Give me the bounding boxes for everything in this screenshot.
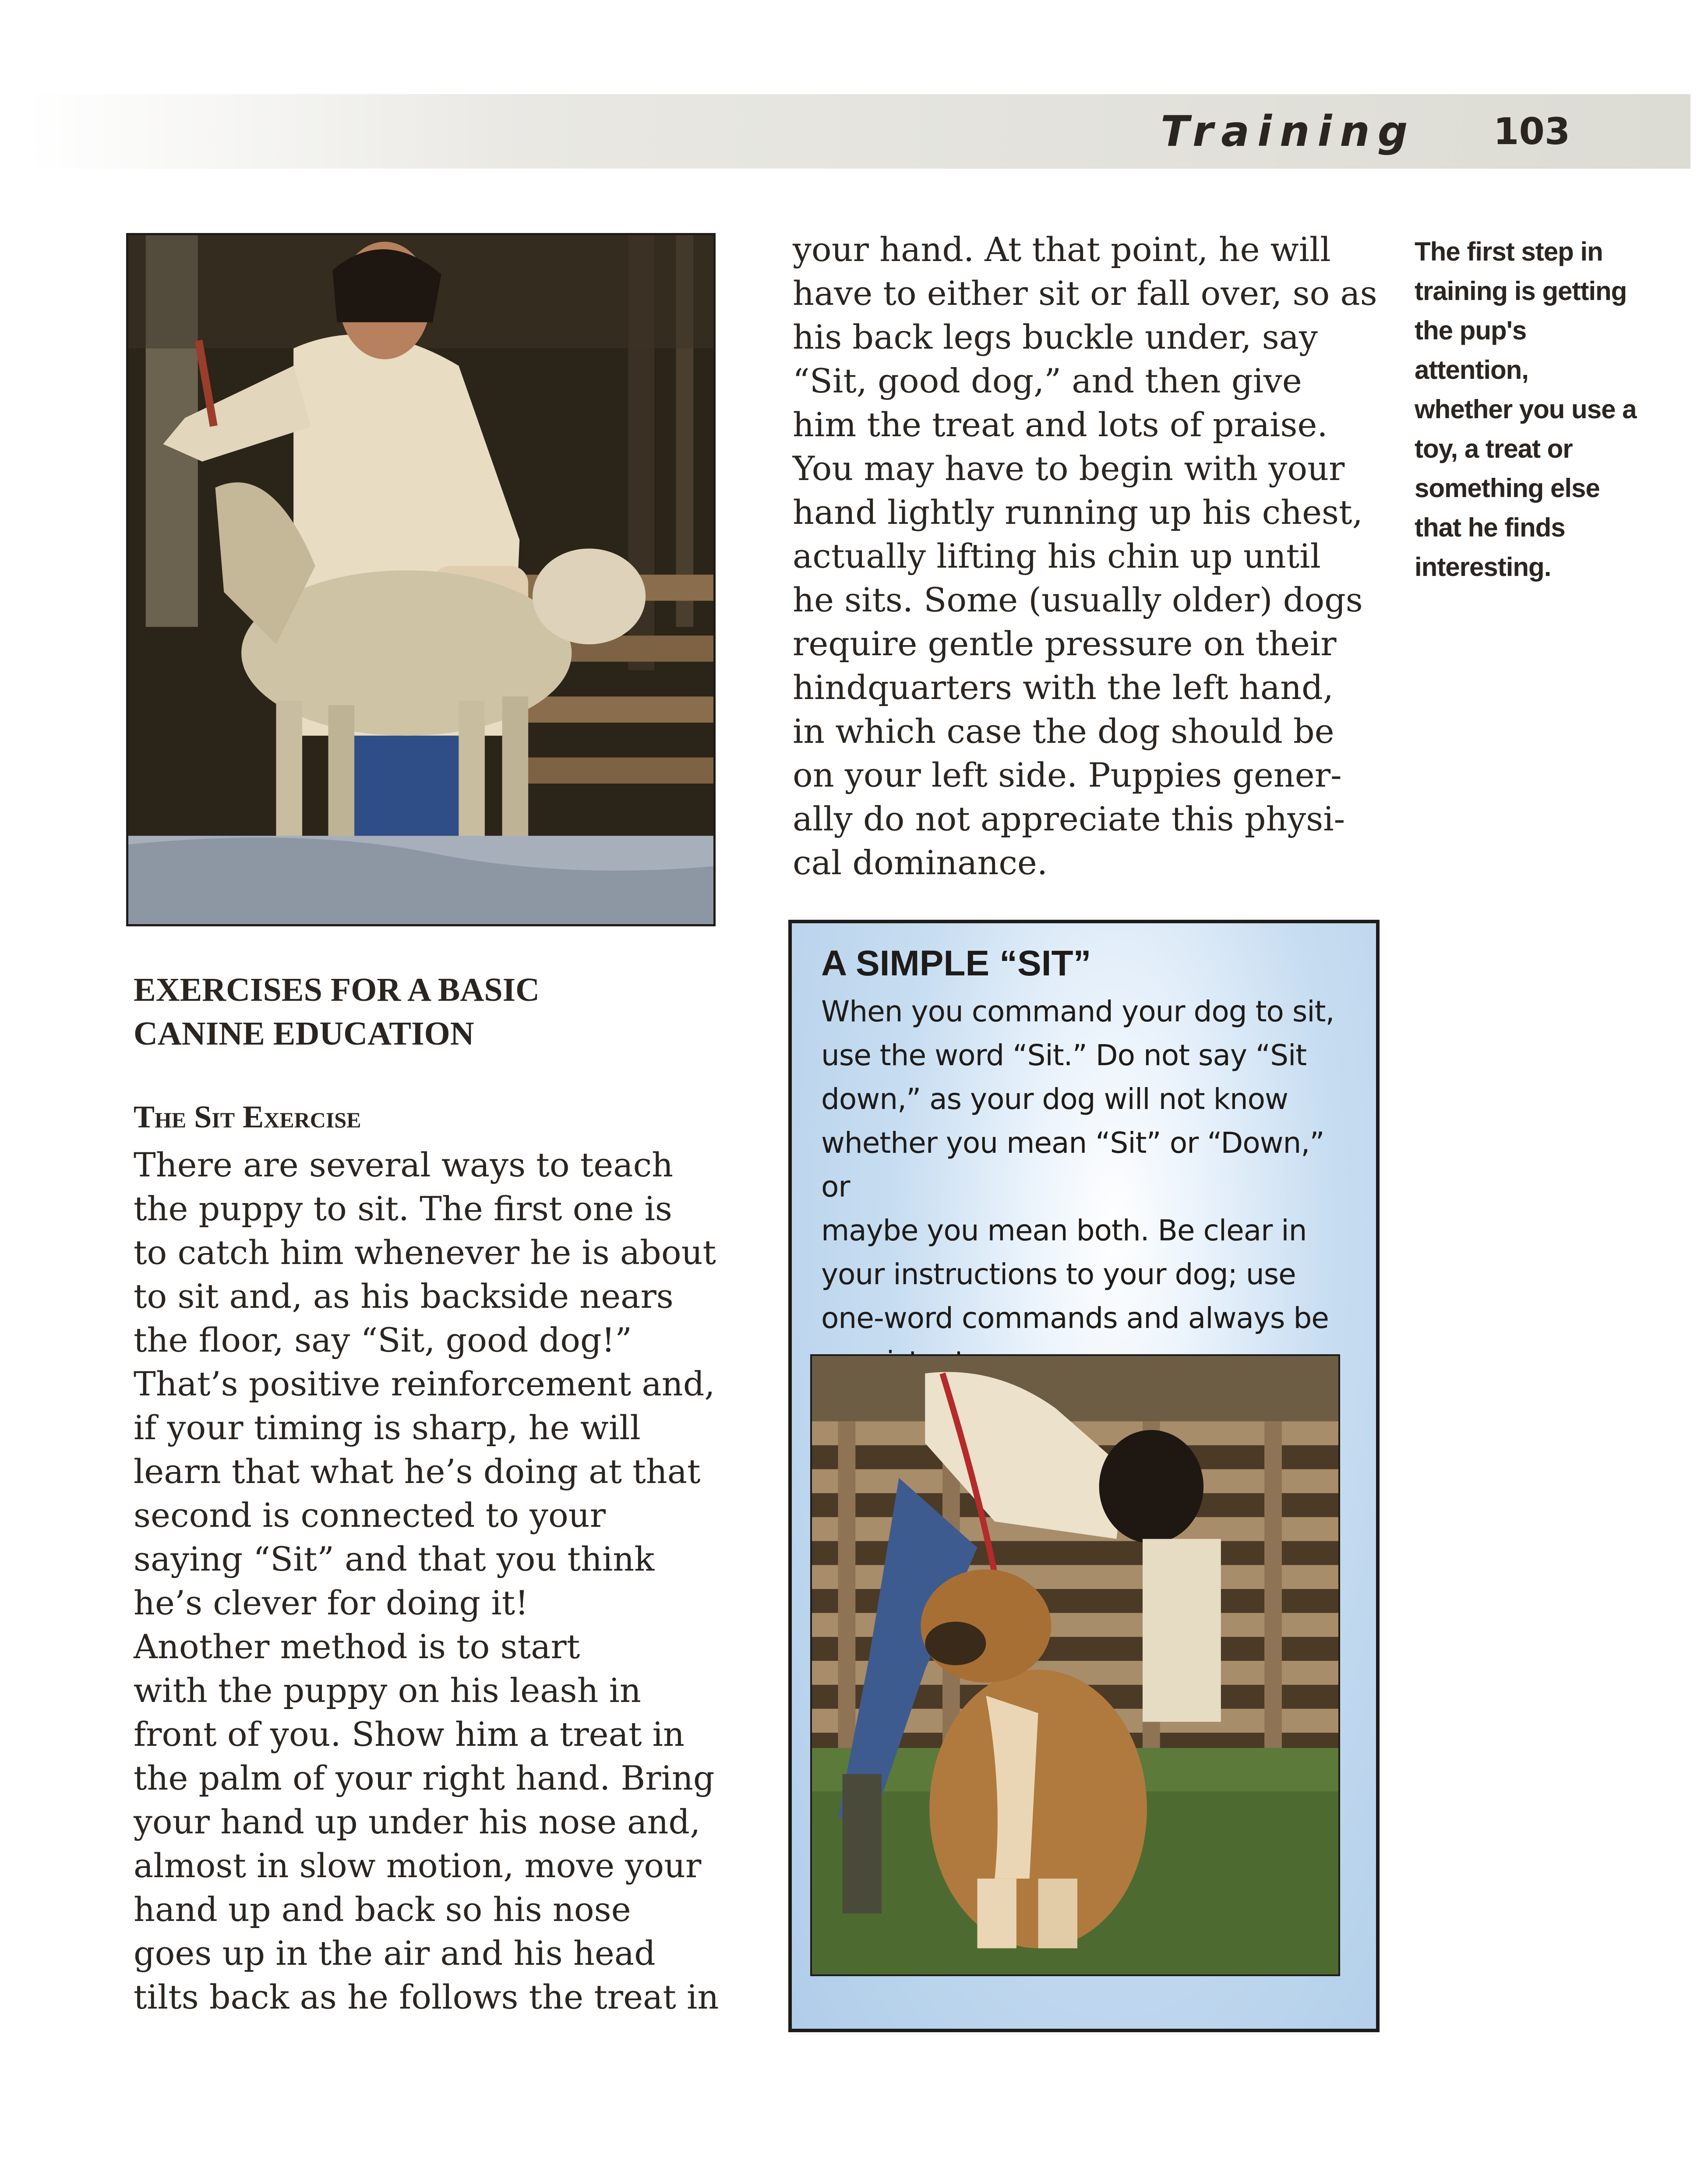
running-head: Training [1161, 107, 1416, 156]
body-column-left: There are several ways to teach the puppy to sit. The first one is to catch him whenever he is about to sit and, as his backside nears the floor, say “Sit, good dog!” That’s positive reinforcement and, if your timing is sharp, he will learn that what he’s doing at that second is connected to your saying “Sit” and that you think he’s clever for doing it! Another method is to start with the puppy on his leash in front of you. Show him a treat in the palm of your right hand. Bring your hand up under his nose and, almost in slow motion, move your hand up and back so his nose goes up in the air and his head tilts back as he follows the treat in [134, 1145, 719, 2016]
puppy-training-photo [126, 233, 716, 926]
subhead: The Sit Exercise [134, 1099, 361, 1134]
sit-command-photo [810, 1354, 1340, 1976]
sit-command-illustration [812, 1356, 1338, 1974]
sidebar-body: When you command your dog to sit, use the word “Sit.” Do not say “Sit down,” as your dog will not know whether you mean “Sit” or “Down,” or maybe you mean both. Be clear in your instructions to your dog; use one-word commands and always be [821, 995, 1334, 1335]
photo-caption: The first step in training is getting the pup's attention, whether you use a toy, a treat or something else that he finds interesting. [1415, 237, 1637, 582]
section-heading-line2: CANINE EDUCATION [134, 1015, 474, 1052]
section-heading [134, 968, 747, 1056]
body-column-middle: your hand. At that point, he will have to either sit or fall over, so as his back legs buckle under, say “Sit, good dog,” and then give him the treat and lots of praise. You may have to begin with your hand lightly running up his chest, actually lifting his chin up until he sits. Some (usually older) dogs require gentle pressure on their hindquarters with the left hand, in which case the dog should be on your left side. Puppies gener- ally do not appreciate this physi- cal dominance. [793, 230, 1377, 882]
page-number: 103 [1493, 110, 1570, 153]
header-band [26, 94, 1690, 169]
sidebar-title: A SIMPLE “SIT” [821, 943, 1091, 983]
puppy-training-illustration [128, 235, 713, 924]
section-heading-line1: EXERCISES FOR A BASIC [134, 971, 540, 1008]
